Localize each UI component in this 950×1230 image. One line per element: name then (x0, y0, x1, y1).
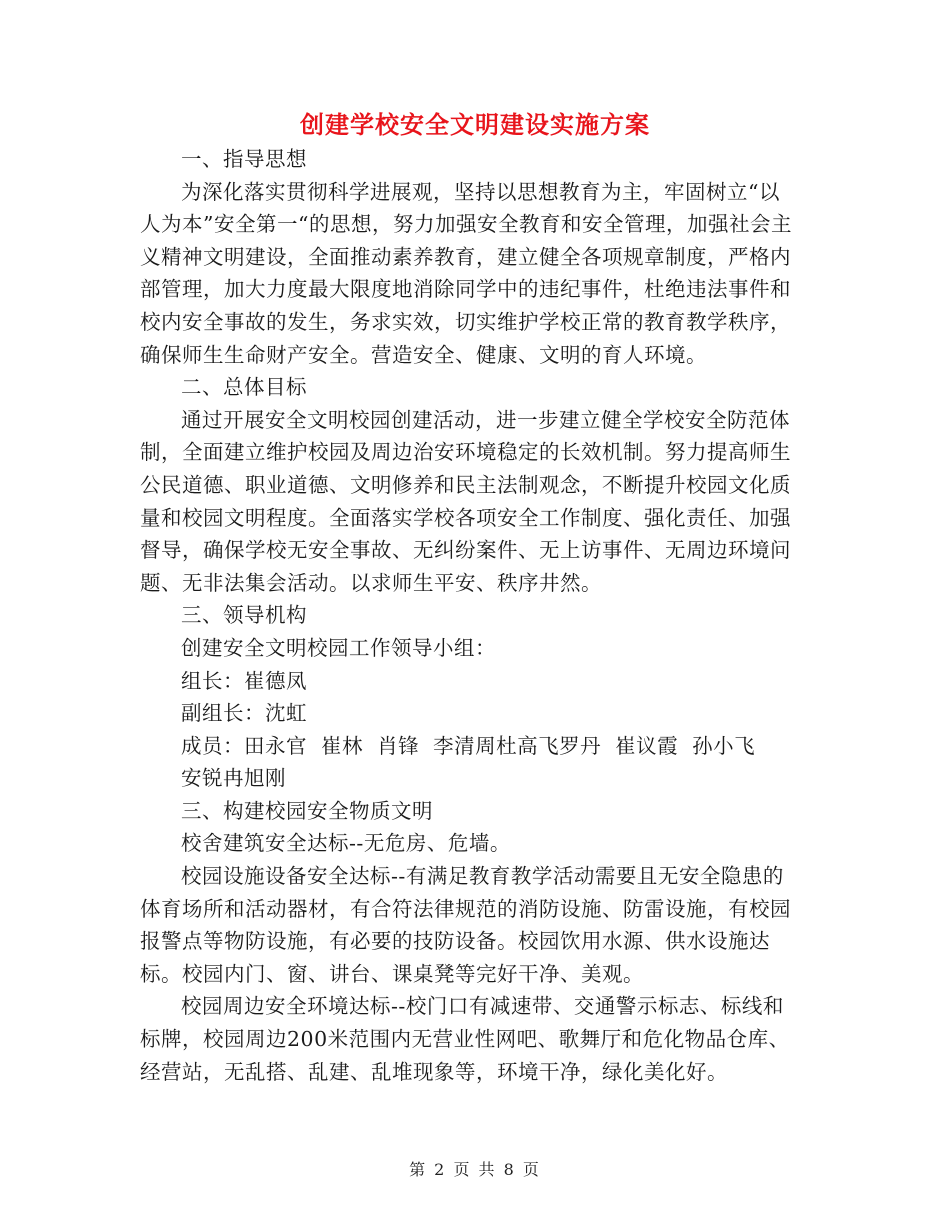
paragraph: 校园设施设备安全达标--有满足教育教学活动需要且无安全隐患的体育场所和活动器材，有合符法律规范的消防设施、防雷设施，有校园报警点等物防设施，有必要的技防设备。校园饮用水源、供水设施达标。校园内门、窗、讲台、课桌凳等完好干净、美观。 (140, 864, 791, 986)
paragraph: 通过开展安全文明校园创建活动，进一步建立健全学校安全防范体制，全面建立维护校园及周边治安环境稳定的长效机制。努力提高师生公民道德、职业道德、文明修养和民主法制观念，不断提升校园文化质量和校园文明程度。全面落实学校各项安全工作制度、强化责任、加强督导，确保学校无安全事故、无纠纷案件、无上访事件、无周边环境问题、无非法集会活动。以求师生平安、秩序井然。 (140, 407, 791, 595)
paragraph: 副组长：沈虹 (181, 701, 307, 726)
paragraph: 校舍建筑安全达标--无危房、危墙。 (181, 831, 511, 856)
section-heading: 三、领导机构 (181, 603, 307, 628)
section-heading: 三、构建校园安全物质文明 (181, 798, 433, 823)
paragraph: 校园周边安全环境达标--校门口有减速带、交通警示标志、标线和标牌，校园周边200米范围内无营业性网吧、歌舞厅和危化物品仓库、经营站，无乱搭、乱建、乱堆现象等，环境干净，绿化美化好。 (140, 994, 790, 1084)
paragraph: 为深化落实贯彻科学进展观，坚持以思想教育为主，牢固树立“以人为本”安全第一“的思想，努力加强安全教育和安全管理，加强社会主义精神文明建设，全面推动素养教育，建立健全各项规章制度，严格内部管理，加大力度最大限度地消除同学中的违纪事件，杜绝违法事件和校内安全事故的发生，务求实效，切实维护学校正常的教育教学秩序，确保师生生命财产安全。营造安全、健康、文明的育人环境。 (140, 179, 792, 367)
paragraph: 创建安全文明校园工作领导小组： (181, 635, 496, 660)
section-heading: 一、指导思想 (181, 147, 307, 171)
document-title: 创建学校安全文明建设实施方案 (300, 110, 650, 139)
document-body (140, 143, 800, 1088)
section-heading: 二、总体目标 (181, 375, 307, 400)
paragraph: 成员：田永官 崔林 肖锋 李清周杜高飞罗丹 崔议霞 孙小飞 (181, 733, 756, 758)
paragraph: 安锐冉旭刚 (181, 766, 286, 791)
page-number-footer: 第 2 页 共 8 页 (409, 1160, 541, 1179)
paragraph: 组长：崔德凤 (181, 668, 307, 693)
